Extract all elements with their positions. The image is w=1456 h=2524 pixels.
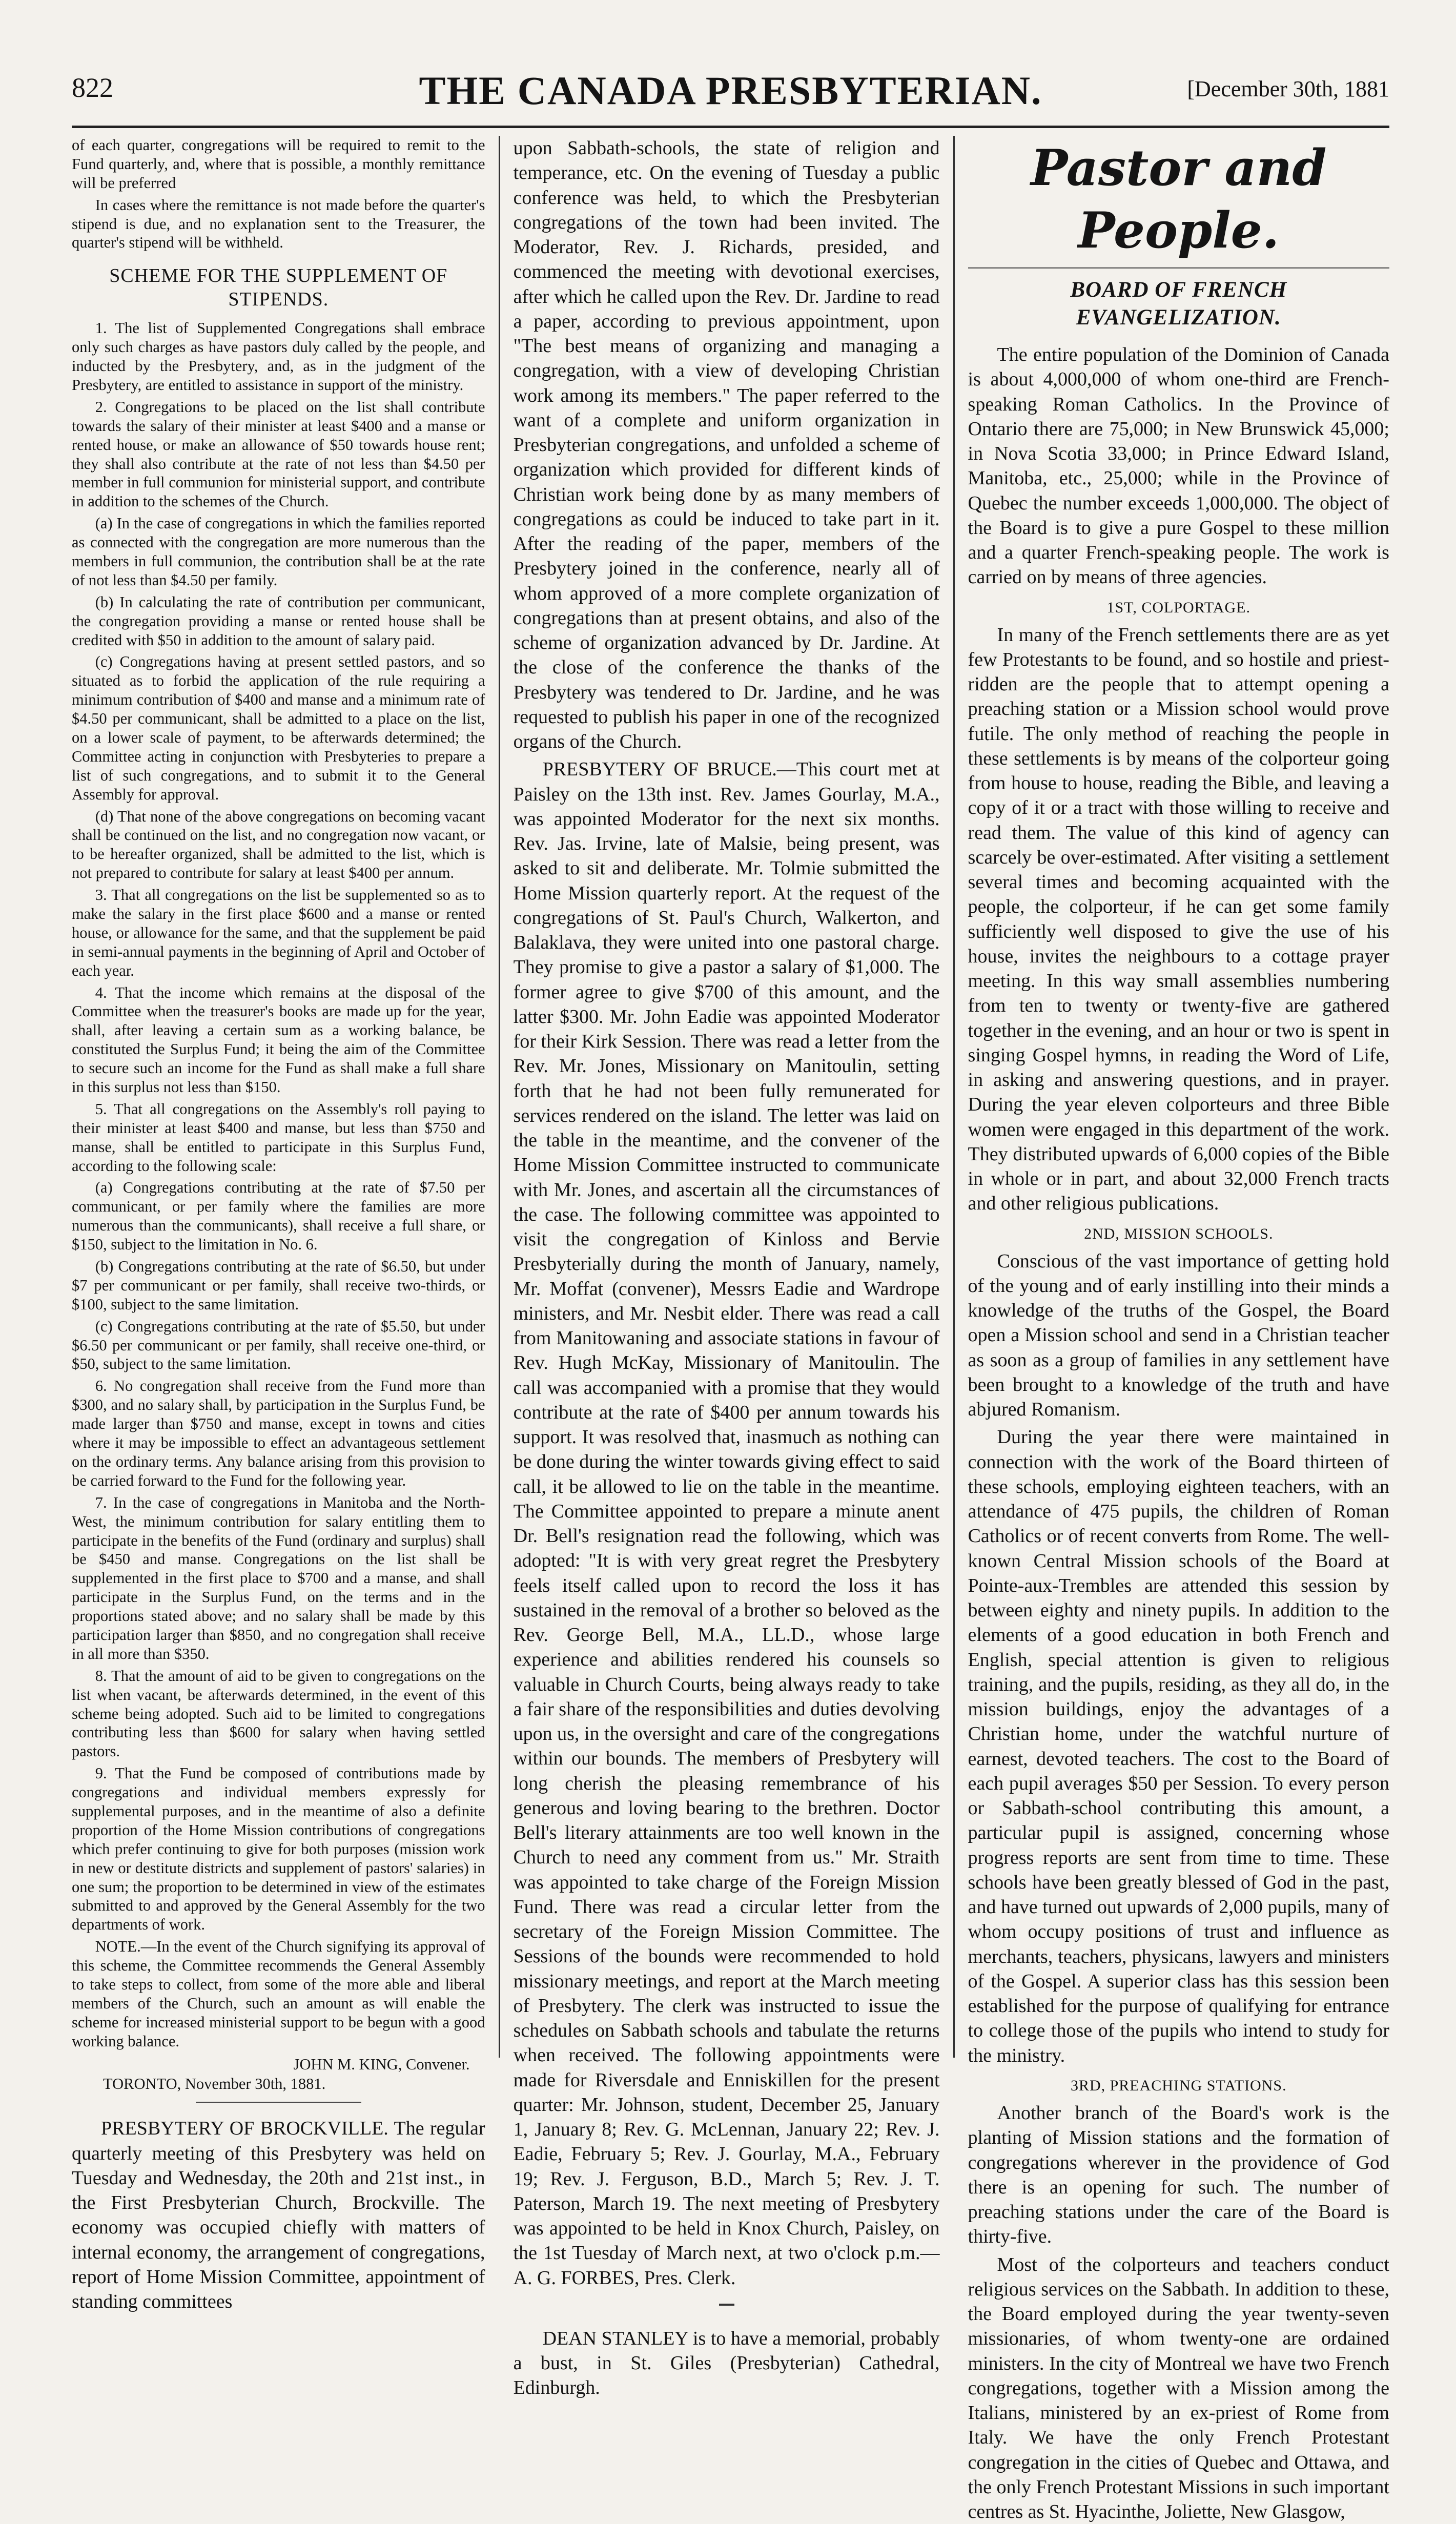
paragraph: Conscious of the vast importance of getting hold of the young and of early instilling into their minds a knowledge of the truths of the Gospel, the Board open a Mission school and send in a Christian teacher as soon as a group of families in any settlement have been brought to a knowledge of the truth and have abjured Romanism.	[968, 1250, 1389, 1421]
paragraph: (c) Congregations contributing at the rate of $5.50, but under $6.50 per communicant or per family, shall receive one-third, or $50, subject to the same limitation.	[72, 1317, 485, 1373]
paragraph: 2. Congregations to be placed on the list shall contribute towards the salary of their minister at least $400 and a manse or rented house, or make an allowance of $50 towards house rent; they shall also contribute at the rate of not less than $4.50 per member in full communion for ministerial support, and contribute in addition to the schemes of the Church.	[72, 398, 485, 510]
article-title: BOARD OF FRENCH EVANGELIZATION.	[1070, 277, 1287, 330]
masthead-title: THE CANADA PRESBYTERIAN.	[419, 68, 1042, 113]
paragraph: 4. That the income which remains at the disposal of the Committee when the treasurer's books are made up for the year, shall, after leaving a certain sum as a working balance, be constituted the Surplus Fund; it being the aim of the Committee to secure such an income for the Fund as shall make a full share in this surplus not less than $150.	[72, 983, 485, 1096]
paragraph: Most of the colporteurs and teachers conduct religious services on the Sabbath. In addition to these, the Board employed during the year twenty-seven missionaries, of whom twenty-one are ordained ministers. In the city of Montreal we have two French congregations, together with a Mission among the Italians, ministered by an ex-priest of Rome from Italy. We have the only French Protestant congregation in the cities of Quebec and Ottawa, and the only French Protestant Missions in such important centres as St. Hyacinthe, Joliette, New Glasgow,	[968, 2253, 1389, 2523]
paragraph: 3. That all congregations on the list be supplemented so as to make the salary in the first place $600 and a manse or rented house, or allowance for the same, and that the supplement be paid in semi-annual payments in the beginning of April and October of each year.	[72, 886, 485, 979]
signature-name: JOHN M. KING, Convener.	[293, 2055, 470, 2073]
subheading: 1ST, COLPORTAGE.	[1106, 599, 1250, 616]
page-header	[72, 68, 1389, 133]
paragraph: NOTE.—In the event of the Church signifying its approval of this scheme, the Committee recommends the General Assembly to take steps to collect, from some of the more able and liberal members of the Church, such an amount as will enable the scheme for increased ministerial support to be begun with a good working balance.	[72, 1938, 485, 2050]
paragraph: The entire population of the Dominion of Canada is about 4,000,000 of whom one-third are French-speaking Roman Catholics. In the Province of Ontario there are 75,000; in New Brunswick 45,000; in Nova Scotia 33,000; in Prince Edward Island, Manitoba, etc., 25,000; while in the Province of Quebec the number exceeds 1,000,000. The object of the Board is to give a pure Gospel to these million and a quarter French-speaking people. The work is carried on by means of three agencies.	[968, 344, 1389, 588]
paragraph: (d) That none of the above congregations on becoming vacant shall be continued on the list, and no congregation now vacant, or to be hereafter organized, shall be admitted to the list, which is not prepared to contribute for salary at least $400 per annum.	[72, 807, 485, 882]
paragraph: Another branch of the Board's work is the planting of Mission stations and the formation of congregations wherever in the providence of God there is an opening for such. The number of preaching stations under the care of the Board is thirty-five.	[968, 2102, 1389, 2248]
signature-place: TORONTO, November 30th, 1881.	[103, 2075, 326, 2093]
subheading: 3RD, PREACHING STATIONS.	[1070, 2077, 1287, 2094]
page-number: 822	[72, 72, 113, 103]
paragraph-brockville: PRESBYTERY OF BROCKVILLE. The regular quarterly meeting of this Presbytery was held on Tuesday and Wednesday, the 20th and 21st inst., in the First Presbyterian Church, Brockville. The economy was occupied chiefly with matters of internal economy, the arrangement of congregations, report of Home Mission Committee, appointment of standing committees	[72, 2118, 485, 2313]
paragraph: (a) In the case of congregations in which the families reported as connected with the congregation are more numerous than the members in full communion, the contribution shall be at the rate of not less than $4.50 per family.	[72, 515, 485, 589]
divider	[196, 2102, 361, 2103]
paragraph: 7. In the case of congregations in Manitoba and the North-West, the minimum contribution for salary entitling them to participate in the benefits of the Fund (ordinary and surplus) shall be $450 and manse. Congregations on the list shall be supplemented in the first place to $700 and a manse, and shall participate in the Surplus Fund, on the terms and in the proportions stated above; and no salary shall be made by this participation larger than $850, and no congregation shall receive in all more than $350.	[72, 1493, 485, 1663]
paragraph: (b) In calculating the rate of contribution per communicant, the congregation providing a manse or rented house shall be credited with $50 in addition to the amount of salary paid.	[72, 593, 485, 649]
divider	[719, 2304, 734, 2306]
column-left	[72, 136, 500, 2313]
column-middle	[500, 136, 955, 2399]
paragraph: During the year there were maintained in connection with the work of the Board thirteen of these schools, employing eighteen teachers, with an attendance of 475 pupils, the children of Roman Catholics or of recent converts from Rome. The well-known Central Mission schools of the Board at Pointe-aux-Trembles are attended this session by between eighty and ninety pupils. In addition to the elements of a good education in both French and English, special attention is given to religious training, and the pupils, residing, as they all do, in the mission buildings, enjoy the advantages of a Christian home, under the watchful nurture of earnest, devoted teachers. The cost to the Board of each pupil averages $50 per Session. To every person or Sabbath-school contributing this amount, a particular pupil is assigned, concerning whose progress reports are sent from time to time. These schools have been greatly blessed of God in the past, and have turned out upwards of 2,000 pupils, many of whom occupy positions of trust and influence as merchants, teachers, physicans, lawyers and ministers of the Gospel. A superior class has this session been established for the purpose of qualifying for entrance to college those of the pupils who intend to study for the ministry.	[968, 1426, 1389, 2066]
columns	[72, 136, 1389, 2523]
issue-date: [December 30th, 1881	[1187, 76, 1389, 101]
paragraph: (a) Congregations contributing at the rate of $7.50 per communicant, or per family where the families are more numerous than the communicants), shall receive a full share, or $150, subject to the limitation in No. 6.	[72, 1179, 485, 1254]
paragraph-bruce: PRESBYTERY OF BRUCE.—This court met at Paisley on the 13th inst. Rev. James Gourlay, M.A., was appointed Moderator for the next six months. Rev. Jas. Irvine, late of Malsie, being present, was asked to sit and deliberate. Mr. Tolmie submitted the Home Mission quarterly report. At the request of the congregations of St. Paul's Church, Walkerton, and Balaklava, they were united into one pastoral charge. They promise to give a pastor a salary of $1,000. The former agree to give $700 of this amount, and the latter $300. Mr. John Eadie was appointed Moderator for their Kirk Session. There was read a letter from the Rev. Mr. Jones, Missionary on Manitoulin, setting forth that he had not been fully remunerated for services rendered on the island. The letter was laid on the table in the meantime, and the convener of the Home Mission Committee instructed to communicate with Mr. Jones, and ascertain all the circumstances of the case. The following committee was appointed to visit the congregation of Kinloss and Bervie Presbyterially during the month of January, namely, Mr. Moffat (convener), Messrs Eadie and Wardrope ministers, and Mr. Nesbit elder. There was read a call from Manitowaning and associate stations in favour of Rev. Hugh McKay, Missionary of Manitoulin. The call was accompanied with a promise that they would contribute at the rate of $400 per annum towards his support. It was resolved that, inasmuch as nothing can be done during the winter towards giving effect to said call, it be allowed to lie on the table in the meantime. The Committee appointed to prepare a minute anent Dr. Bell's resignation read the following, which was adopted: "It is with very great regret the Presbytery feels itself called upon to record the loss it has sustained in the removal of a brother so beloved as the Rev. George Bell, M.A., LL.D., whose large experience and abilities rendered his counsels so valuable in Church Courts, being always ready to take a fair share of the responsibilities and duties devolving upon us, in the oversight and care of the congregations within our bounds. The members of Presbytery will long cherish the pleasing remembrance of his generous and loving bearing to the brethren. Doctor Bell's literary attainments are too well known in the Church to need any comment from us." Mr. Straith was appointed to take charge of the Foreign Mission Fund. There was read a circular letter from the secretary of the Foreign Mission Committee. The Sessions of the bounds were recommended to hold missionary meetings, and report at the March meeting of Presbytery. The clerk was instructed to issue the schedules on Sabbath schools and tabulate the returns when received. The following appointments were made for Riversdale and Enniskillen for the present quarter: Mr. Johnson, student, December 25, January 1, January 8; Rev. G. McLennan, January 22; Rev. J. Eadie, February 5; Rev. J. Gourlay, M.A., February 19; Rev. J. Ferguson, B.D., March 5; Rev. J. T. Paterson, March 19. The next meeting of Presbytery was appointed to be held in Knox Church, Paisley, on the 1st Tuesday of March next, at two o'clock p.m.—A. G. FORBES, Pres. Clerk.	[513, 758, 940, 2289]
paragraph: 6. No congregation shall receive from the Fund more than $300, and no salary shall, by participation in the Surplus Fund, be made larger than $750 and manse, except in towns and cities where it may be impossible to effect an advantageous settlement on the ordinary terms. Any balance arising from this provision to be carried forward to the Fund for the following year.	[72, 1377, 485, 1489]
paragraph: of each quarter, congregations will be required to remit to the Fund quarterly, and, where that is possible, a monthly remittance will be preferred	[72, 136, 485, 192]
column-right	[955, 136, 1389, 2523]
paragraph: In many of the French settlements there are as yet few Protestants to be found, and so hostile and priest-ridden are the people that to attempt opening a preaching station or a Mission school would prove futile. The only method of reaching the people in these settlements is by means of the colporteur going from house to house, reading the Bible, and leaving a copy of it or a tract with those willing to receive and read them. The value of this kind of agency can scarcely be over-estimated. After visiting a settlement several times and becoming acquainted with the people, the colporteur, if he can get some family sufficiently well disposed to give the use of his house, invites the neighbours to a cottage prayer meeting. In this way small assemblies numbering from ten to twenty or twenty-five are gathered together in the evening, and an hour or two is spent in singing Gospel hymns, in reading the Word of Life, in asking and answering questions, and in prayer. During the year eleven colporteurs and three Bible women were engaged in this department of the work. They distributed upwards of 6,000 copies of the Bible in whole or in part, and about 32,000 French tracts and other religious publications.	[968, 624, 1389, 1215]
paragraph-stanley: DEAN STANLEY is to have a memorial, probably a bust, in St. Giles (Presbyterian) Cathedral, Edinburgh.	[513, 2327, 940, 2399]
paragraph: In cases where the remittance is not made before the quarter's stipend is due, and no explanation sent to the Treasurer, the quarter's stipend will be withheld.	[72, 196, 485, 252]
scheme-title: SCHEME FOR THE SUPPLEMENT OF STIPENDS.	[109, 265, 448, 311]
paragraph: upon Sabbath-schools, the state of religion and temperance, etc. On the evening of Tuesday a public conference was held, to which the Presbyterian congregations of the town had been invited. The Moderator, Rev. J. Richards, presided, and commenced the meeting with devotional exercises, after which he called upon the Rev. Dr. Jardine to read a paper, according to previous appointment, upon "The best means of organizing and managing a congregation, with a view of developing Christian work among its members." The paper referred to the want of a complete and uniform organization in Presbyterian congregations, and unfolded a scheme of organization which provided for different kinds of Christian work being done by as many members of congregations as could be induced to take part in it. After the reading of the paper, members of the Presbytery joined in the conference, nearly all of whom approved of a more complete organization of congregations than at present obtains, and also of the scheme of organization advanced by Dr. Jardine. At the close of the conference the thanks of the Presbytery was tendered to Dr. Jardine, and he was requested to publish his paper in one of the recognized organs of the Church.	[513, 137, 940, 752]
paragraph: 5. That all congregations on the Assembly's roll paying to their minister at least $400 and manse, but less than $750 and manse, shall be entitled to participate in this Surplus Fund, according to the following scale:	[72, 1100, 485, 1175]
paragraph: 1. The list of Supplemented Congregations shall embrace only such charges as have pastors duly called by the people, and inducted by the Presbytery, and, as in the judgment of the Presbytery, are entitled to assistance in support of the ministry.	[72, 319, 485, 394]
header-rule	[72, 126, 1389, 128]
section-title: Pastor and People.	[968, 137, 1389, 269]
paragraph: (c) Congregations having at present settled pastors, and so situated as to forbid the application of the rule requiring a minimum contribution of $400 and manse and a minimum rate of $4.50 per communicant, shall be admitted to a place on the list, on a lower scale of payment, to be afterwards determined; the Committee acting in conjunction with Presbyteries to prepare a list of such congregations, and to submit it to the General Assembly for approval.	[72, 653, 485, 803]
paragraph: 8. That the amount of aid to be given to congregations on the list when vacant, be afterwards determined, in the event of this scheme being adopted. Such aid to be limited to congregations contributing less than $600 for salary when having settled pastors.	[72, 1667, 485, 1760]
subheading: 2ND, MISSION SCHOOLS.	[1084, 1225, 1274, 1242]
paragraph: 9. That the Fund be composed of contributions made by congregations and individual members expressly for supplemental purposes, and in the meantime of also a definite proportion of the Home Mission contributions of congregations which prefer continuing to give for both purposes (mission work in new or destitute districts and supplement of pastors' salaries) in one sum; the proportion to be determined in view of the estimates submitted to and approved by the General Assembly for the two departments of work.	[72, 1764, 485, 1934]
paragraph: (b) Congregations contributing at the rate of $6.50, but under $7 per communicant or per family, shall receive two-thirds, or $100, subject to the same limitation.	[72, 1258, 485, 1313]
